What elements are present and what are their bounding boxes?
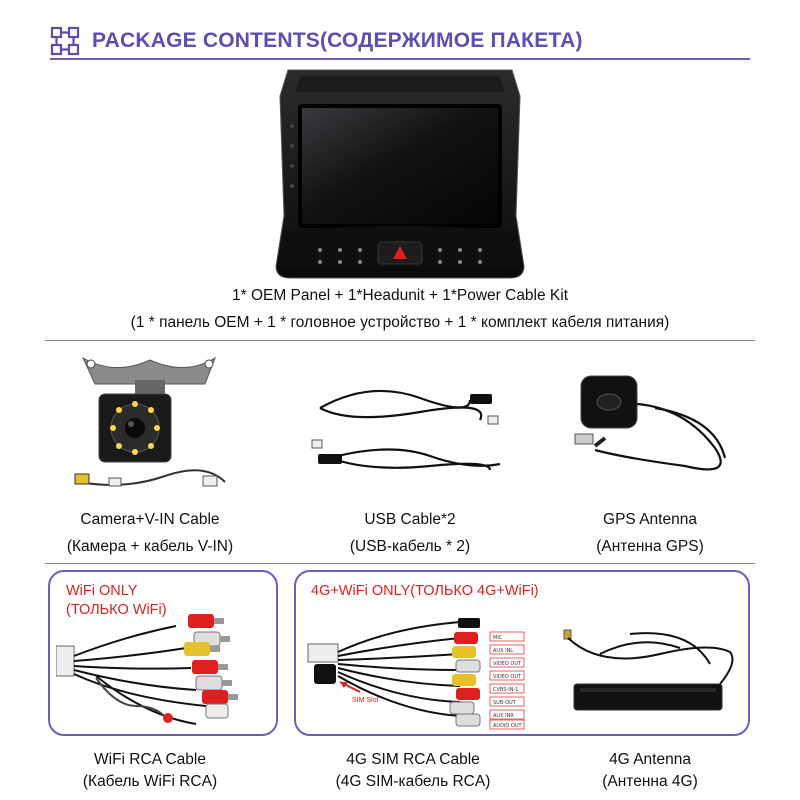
4g-antenna-caption-ru: (Антенна 4G) [602, 773, 698, 790]
header-underline [50, 58, 750, 60]
port-label-audio-out: AUDIO OUT [493, 723, 522, 729]
camera-caption-ru: (Камера + кабель V-IN) [66, 538, 234, 555]
4g-antenna-image [560, 628, 740, 718]
port-label-video-out-1: VIDEO OUT [493, 661, 522, 667]
port-label-sub-out: SUB-OUT [493, 700, 516, 706]
page-title: PACKAGE CONTENTS(СОДЕРЖИМОЕ ПАКЕТА) [92, 29, 583, 52]
port-label-mic: MIC [493, 635, 503, 641]
port-label-aux-inr: AUX INR [493, 713, 514, 719]
headunit-panel-image [270, 66, 530, 282]
wifi-only-note: WiFi ONLY [66, 583, 138, 599]
usb-caption-ru: (USB-кабель * 2) [349, 538, 471, 555]
wifi-rca-cable-image [56, 606, 246, 730]
4g-sim-rca-caption-en: 4G SIM RCA Cable [346, 751, 480, 768]
package-icon [50, 26, 80, 56]
divider-top [45, 340, 755, 341]
gps-antenna-image [565, 368, 745, 488]
wifi-rca-caption-ru: (Кабель WiFi RCA) [82, 773, 218, 790]
4g-wifi-only-note: 4G+WiFi ONLY(ТОЛЬКО 4G+WiFi) [311, 583, 539, 599]
section-header [50, 26, 583, 56]
4g-sim-rca-caption-ru: (4G SIM-кабель RCA) [335, 773, 491, 790]
port-label-cvbs-in: CVBS-IN-1 [493, 687, 519, 693]
headunit-caption-en: 1* OEM Panel + 1*Headunit + 1*Power Cable Kit [231, 287, 569, 304]
4g-antenna-caption-en: 4G Antenna [609, 751, 691, 768]
headunit-caption-ru: (1 * панель OEM + 1 * головное устройство + 1 * комплект кабеля питания) [130, 314, 670, 331]
4g-sim-rca-cable-image [300, 608, 530, 730]
gps-caption-en: GPS Antenna [603, 511, 697, 528]
port-label-aux-inl: AUX INL [493, 648, 514, 654]
divider-bottom [45, 563, 755, 564]
gps-caption-ru: (Антенна GPS) [596, 538, 704, 555]
port-label-video-out-2: VIDEO OUT [493, 674, 522, 680]
camera-caption-en: Camera+V-IN Cable [80, 511, 220, 528]
wifi-rca-caption-en: WiFi RCA Cable [94, 751, 206, 768]
wifi-only-note-ru: (ТОЛЬКО WiFi) [66, 602, 167, 618]
usb-caption-en: USB Cable*2 [364, 511, 456, 528]
sim-slot-label: SIM Slot [352, 697, 379, 704]
usb-cable-image [310, 380, 510, 480]
camera-image [65, 350, 235, 500]
